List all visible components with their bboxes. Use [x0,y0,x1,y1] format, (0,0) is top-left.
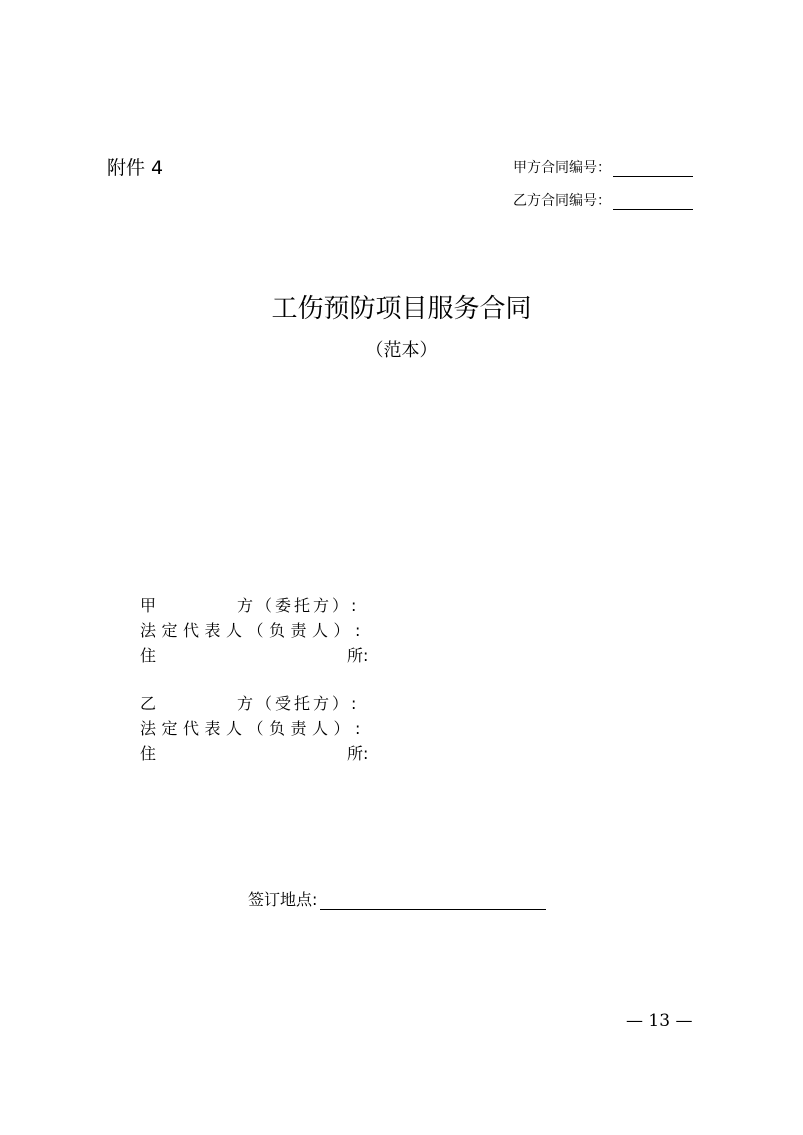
party-b-address-label-start: 住 [140,744,157,763]
party-a-contract-number-blank[interactable] [613,162,693,177]
party-a-rep-label: 法定代表人（负责人）: [140,621,366,640]
page-number: — 13 — [626,1011,693,1031]
party-a-address-label-end: 所: [347,646,369,665]
party-a-name-label-start: 甲 [140,596,157,615]
party-b-contract-number [513,190,693,210]
party-a-contract-number-label: 甲方合同编号： [513,160,611,176]
party-b-address-label-end: 所: [347,744,369,763]
party-b-name-label-start: 乙 [140,694,157,713]
party-b-rep-label: 法定代表人（负责人）: [140,719,366,738]
party-a-address-label-start: 住 [140,646,157,665]
signing-place [248,887,546,910]
signing-place-label: 签订地点: [248,890,318,909]
party-b-contract-number-blank[interactable] [613,195,693,210]
document-subtitle: （范本） [365,340,438,361]
party-b-contract-number-label: 乙方合同编号： [513,193,611,209]
document-title: 工伤预防项目服务合同 [271,294,532,324]
signing-place-blank[interactable] [320,891,546,910]
attachment-label: 附件 4 [107,157,164,179]
party-a-contract-number [513,157,693,177]
party-b-name-label-end: 方（受托方）: [237,694,360,713]
party-a-name-label-end: 方（委托方）: [237,596,360,615]
